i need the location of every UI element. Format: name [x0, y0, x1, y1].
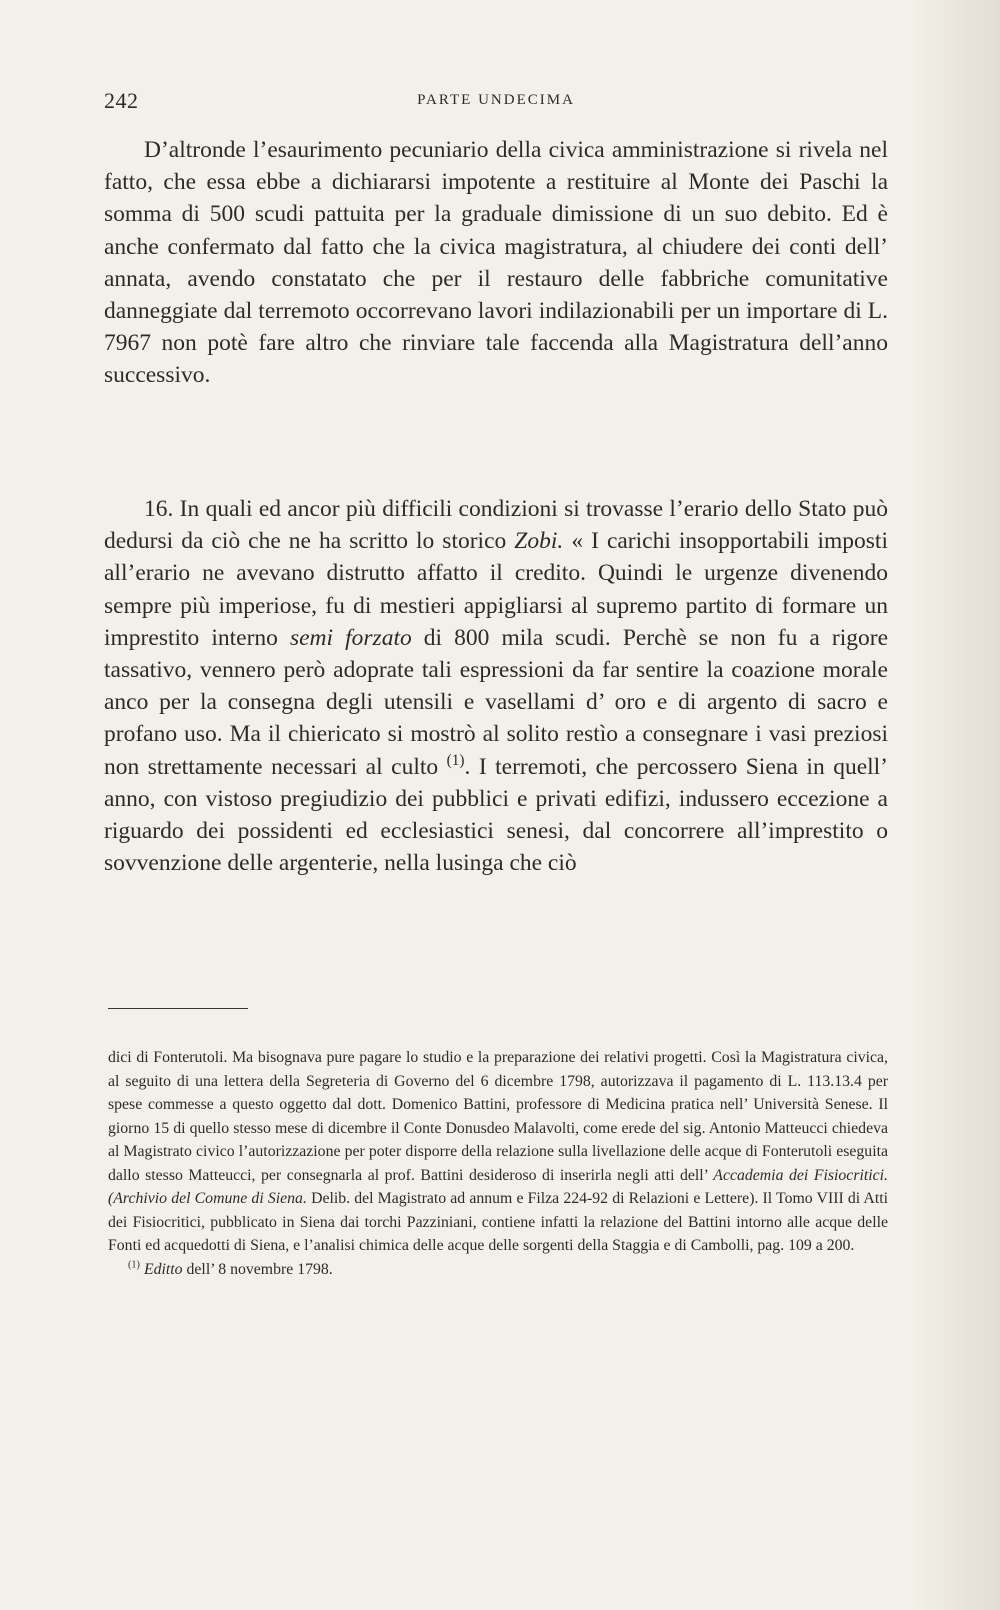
- italic-semi-forzato: semi forzato: [289, 624, 412, 651]
- footnote-text-a: dici di Fonterutoli. Ma bisognava pure pagare lo studio e la preparazione dei relativi progetti. Così la Magistratura civica, al seguito di una lettera della Segreteria di Governo del 6 dicembre 1798, autorizzava il pagamento di L. 113.13.4 per spese commesse a questo oggetto dal dott. Domenico Battini, professore di Medicina pratica nell’ Università Senese. Il giorno 15 di quello stesso mese di dicembre il Conte Donusdeo Malavolti, come erede del sig. Antonio Matteucci chiedeva al Magistrato civico l’autorizzazione per poter disporre della relazione sulla livellazione delle acque di Fonterutoli eseguita dallo stesso Matteucci, per consegnarla al prof. Battini desideroso di inserirla negli atti dell’: [108, 1049, 888, 1184]
- para2-text-c: di 800 mila scudi. Perchè se non fu a rigore tassativo, vennero però adoprate tali espressioni da far sentire la coazione morale anco per la consegna degli utensili e vasellami d’ oro e di argento di sacro e profano uso. Ma il chiericato si mostrò al solito restìo a consegnare i vasi preziosi non strettamente necessari al culto: [104, 624, 888, 780]
- footnote-divider: [108, 1008, 248, 1009]
- paragraph-text: D’altronde l’esaurimento pecuniario della civica amministrazione si rivela nel fatto, che essa ebbe a dichiararsi impotente a restituire al Monte dei Paschi la somma di 500 scudi pattuita per la graduale dimissione di un suo debito. Ed è anche confermato dal fatto che la civica magistratura, al chiudere dei conti dell’ annata, avendo constatato che per il restauro delle fabbriche comunitative danneggiate dal terremoto occorrevano lavori indilazionabili per un importare di L. 7967 non potè fare altro che rinviare tale faccenda alla Magistratura dell’anno successivo.: [104, 137, 888, 389]
- italic-archivio: (Archivio del Comune di Siena.: [108, 1190, 307, 1207]
- running-head: [104, 88, 888, 122]
- author-name-zobi: Zobi.: [514, 528, 564, 555]
- running-title: PARTE UNDECIMA: [417, 92, 575, 108]
- footnote-continuation: [108, 1046, 888, 1258]
- para2-text-d: . I terremoti, che percossero Siena in quell’ anno, con vistoso pregiudizio dei pubblici e privati edifizi, indussero eccezione a riguardo dei possidenti ed ecclesiastici senesi, dal concorrere all’imprestito o sovvenzione delle argenterie, nella lusinga che ciò: [104, 753, 889, 877]
- footnote-1: [108, 1258, 888, 1282]
- footnote-marker: (1): [128, 1259, 140, 1271]
- body-paragraph-1: [104, 134, 888, 392]
- paragraph-text: [104, 493, 888, 879]
- body-paragraph-2: [104, 493, 888, 879]
- footnote-reference: (1): [446, 751, 465, 769]
- italic-editto: Editto: [143, 1260, 183, 1278]
- page-number: 242: [104, 88, 139, 113]
- footnotes: [108, 1046, 888, 1281]
- footnote-1-text: dell’ 8 novembre 1798.: [186, 1260, 333, 1278]
- italic-accademia: Accademia dei Fisiocritici.: [713, 1166, 888, 1184]
- para2-text-b: « I carichi insopportabili imposti all’erario ne avevano distrutto affatto il credito. Quindi le urgenze divenendo sempre più imperiose, fu di mestieri appigliarsi al supremo partito di formare un imprestito interno: [104, 528, 888, 651]
- footnote-text-b: Delib. del Magistrato ad annum e Filza 224-92 di Relazioni e Lettere). Il Tomo VIII di Atti dei Fisiocritici, pubblicato in Siena dai torchi Pazziniani, contiene infatti la relazione del Battini intorno alle acque delle Fonti ed acquedotti di Siena, e l’analisi chimica delle acque delle sorgenti della Staggia e di Cambolli, pag. 109 a 200.: [108, 1190, 888, 1254]
- para2-text-a: 16. In quali ed ancor più difficili condizioni si trovasse l’erario dello Stato può dedursi da ciò che ne ha scritto lo storico: [104, 496, 888, 555]
